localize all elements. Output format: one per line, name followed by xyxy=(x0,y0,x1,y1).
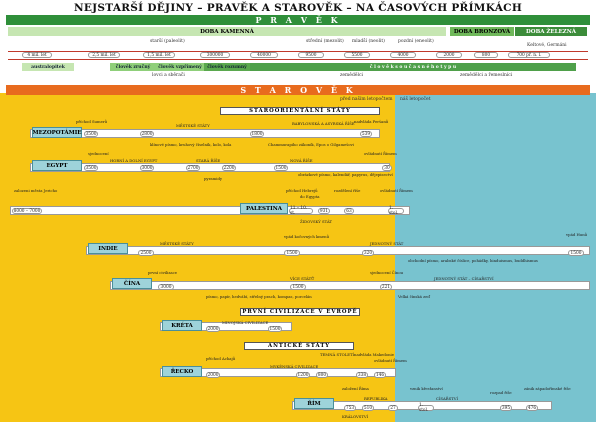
rec-mykenska: MYKÉNSKÁ CIVILIZACE xyxy=(270,364,319,369)
rim-vznik: vznik křesťanství xyxy=(410,386,443,391)
human-australopitek: australopitek xyxy=(22,63,74,71)
mez-v1: 3500 xyxy=(85,131,97,137)
ind-v2: 1500 xyxy=(284,250,300,256)
label-neolit: mladší (neolit) xyxy=(352,39,385,44)
ind-mestske: MĚSTSKÉ STÁTY xyxy=(160,241,194,246)
rec-v3: 800 xyxy=(317,372,327,378)
mez-babylonska: BABYLONSKÁ A ASYRSKÁ ŘÍŠE xyxy=(292,121,355,126)
pal-v1: 11 – 10. st. xyxy=(289,208,313,214)
time-1-5mil: 1,5 mil. let xyxy=(143,52,175,58)
ind-jednotny: JEDNOTNÝ STÁT xyxy=(370,241,404,246)
ind-v1: 2500 xyxy=(138,250,154,256)
rim-cisarstvi: CÍSAŘSTVÍ xyxy=(436,396,458,401)
mez-v2: 2800 xyxy=(141,131,153,137)
rec-temna: TEMNÁ STOLETÍ xyxy=(320,352,355,357)
egy-v2: 3000 xyxy=(141,165,153,171)
mez-timeline xyxy=(30,129,380,138)
rim-zanik: zánik západořímské říše xyxy=(524,386,571,391)
label-mezolit: střední (mezolit) xyxy=(306,39,344,44)
mez-note1: klínové písmo, kruhový číselník, kolo, kola xyxy=(150,142,232,147)
cin-prvni: první civilizace xyxy=(148,270,178,275)
mez-nadvlada: nadvláda Peršanů xyxy=(354,119,389,124)
ind-vpad2: vpád Hunů xyxy=(566,232,588,237)
egy-v5: 1500 xyxy=(275,165,287,171)
cin-sjednoceni: sjednocení Čínou xyxy=(370,270,404,275)
mez-v4: 539 xyxy=(361,131,371,137)
egy-zalozeni: zalozeni města Jericho xyxy=(14,188,58,193)
rim-v5: 395 xyxy=(501,405,511,411)
cin-v3: 221 xyxy=(381,284,391,290)
label-paleolit: starší (paleolit) xyxy=(150,39,185,44)
rim-v4: 1. stol. xyxy=(418,405,434,411)
mez-mestske: MĚSTSKÉ STÁTY xyxy=(176,123,210,128)
rec-ovladnuti: ovládnutí Římem xyxy=(374,358,407,363)
label-zemedelci-remeslnici: zemědělci a řemeslníci xyxy=(460,73,513,78)
egy-obrazove: obrázkové písmo, kalendář, papyrus, dějepisectví xyxy=(298,172,393,177)
egy-v6: 30 xyxy=(382,165,392,171)
time-4000: 4000 xyxy=(390,52,416,58)
egy-horni: HORNÍ A DOLNÍ EGYPT xyxy=(110,158,158,163)
rim-v6: 476 xyxy=(527,405,537,411)
ind-civilizace: obchodní písmo, arabské číslice, pohádky, hinduismus, buddhismus xyxy=(408,258,538,263)
cin-v1: 3000 xyxy=(158,284,174,290)
mez-note2: Chammurapiho zákoník, Epos o Gilgamešovi xyxy=(268,142,354,147)
mez-v3: 1800 xyxy=(251,131,263,137)
header-anticke: ANTICKÉ STÁTY xyxy=(244,342,354,350)
pal-zidovsky: ŽIDOVSKÝ STÁT xyxy=(300,219,333,224)
mez-prichod: příchod Sumerů xyxy=(76,119,108,124)
era-iron: DOBA ŽELEZNÁ xyxy=(515,27,587,36)
pal-ovladnuti: ovládnutí Římem xyxy=(380,188,413,193)
cin-v2: 1500 xyxy=(290,284,306,290)
label-eneolit: pozdní (eneolit) xyxy=(398,39,434,44)
rim-republika: REPUBLIKA xyxy=(364,396,388,401)
era-stone: DOBA KAMENNÁ xyxy=(8,27,446,36)
human-vzprimeny: člověk vzpřímený xyxy=(156,63,204,71)
label-pred-nl: před naším letopočtem xyxy=(340,97,393,102)
pal-zidu: do Egypta xyxy=(300,194,320,199)
egy-ovladnuti: ovládnutí Římem xyxy=(364,151,397,156)
header-prvni-civilizace: PRVNÍ CIVILIZACE V EVROPĚ xyxy=(240,308,360,316)
pal-v2: 931 xyxy=(319,208,329,214)
cin-note: písmo, papír, hedvábí, střelný prach, kompas, porcelán xyxy=(206,294,312,299)
time-40000: 40000 xyxy=(250,52,278,58)
rim-v2: 510 xyxy=(363,405,373,411)
cin-zed: Velká čínská zeď xyxy=(398,294,430,299)
civ-rim: ŘÍM xyxy=(294,398,334,409)
rim-v3: 27 xyxy=(388,405,398,411)
time-4mil: 4 mil. let xyxy=(22,52,52,58)
egy-nova: NOVÁ ŘÍŠE xyxy=(290,158,313,163)
time-800: 800 xyxy=(474,52,498,58)
kre-v2: 1500 xyxy=(269,326,281,332)
rim-rozpad: rozpad říše xyxy=(490,390,512,395)
egy-v4: 2200 xyxy=(223,165,235,171)
civ-indie: INDIE xyxy=(88,243,128,254)
label-lovci: lovci a sběrači xyxy=(152,73,185,78)
egy-sjednoceni: sjednocení xyxy=(88,151,109,156)
human-rozumny: člověk rozumný xyxy=(204,63,250,71)
pal-v3: 63 xyxy=(344,208,354,214)
civ-palestina: PALESTINA xyxy=(240,203,288,214)
rec-nadvlada: nadvláda Makedonie xyxy=(354,352,394,357)
starovek-bar: S T A R O V Ě K xyxy=(6,85,590,95)
cin-jednotny: JEDNOTNÝ STÁT – CÍSAŘSTVÍ xyxy=(434,276,494,281)
time-5500: 5500 xyxy=(344,52,370,58)
rim-kralovstvi: KRÁLOVSTVÍ xyxy=(342,414,369,419)
egy-pyramidy: pyramidy xyxy=(204,176,223,181)
rec-v4: 338 xyxy=(357,372,367,378)
rec-prichod: příchod Achajů xyxy=(206,356,236,361)
rec-v2: 1200 xyxy=(297,372,309,378)
rec-v1: 2000 xyxy=(207,372,219,378)
label-nas-letopocet: náš letopočet xyxy=(400,97,431,102)
civ-mezopotamie: MEZOPOTÁMIE xyxy=(32,127,82,138)
pal-rozdeleni: rozdělení říše xyxy=(334,188,361,193)
civ-kreta: KRÉTA xyxy=(162,320,202,331)
pal-v4: 1. stol. xyxy=(388,208,404,214)
civ-egypt: EGYPT xyxy=(32,160,82,171)
pravek-bar: P R A V Ě K xyxy=(6,15,590,25)
kre-minojska: MINOJSKÁ CIVILIZACE xyxy=(222,320,269,325)
label-zemedelci: zemědělci xyxy=(340,73,363,78)
label-keltove: Keltové, Germáni xyxy=(527,43,567,48)
civ-recko: ŘECKO xyxy=(162,366,202,377)
time-9500: 9500 xyxy=(298,52,324,58)
cin-vice: VÍCE STÁTŮ xyxy=(290,276,315,281)
egy-v7: 8000 – 7000 xyxy=(13,208,41,214)
egy-v3: 2700 xyxy=(187,165,199,171)
human-zrucny: člověk zručný xyxy=(110,63,156,71)
rim-v1: 753 xyxy=(345,405,355,411)
page-title: NEJSTARŠÍ DĚJINY – PRAVĚK A STAROVĚK – NA ČASOVÝCH PŘÍMKÁCH xyxy=(73,2,523,14)
ind-v4: 1500 xyxy=(568,250,584,256)
human-soucasny: č l o v ě k s o u č a s n é h o t y p u xyxy=(250,63,576,71)
egy-v1: 3500 xyxy=(85,165,97,171)
civ-cina: ČÍNA xyxy=(112,278,152,289)
rim-zalozeni: založení Říma xyxy=(342,386,369,391)
ind-vpad: vpád kočovných kmenů xyxy=(284,234,330,239)
header-staroorientalni: STAROORIENTÁLNÍ STÁTY xyxy=(220,107,380,115)
time-2-5mil: 2,5 mil. let xyxy=(88,52,120,58)
cin-timeline xyxy=(110,281,590,290)
time-300000: 300000 xyxy=(200,52,230,58)
rec-v5: 146 xyxy=(375,372,385,378)
ind-timeline xyxy=(86,246,590,255)
ind-v3: 320 xyxy=(363,250,373,256)
era-bronze: DOBA BRONZOVÁ xyxy=(450,27,514,36)
time-2000: 2000 xyxy=(436,52,462,58)
pal-prichod: příchod Hebrejů xyxy=(286,188,318,193)
egy-stara: STARÁ ŘÍŠE xyxy=(196,158,221,163)
time-700: 700 př. n. l. xyxy=(508,52,550,58)
kre-v1: 2000 xyxy=(207,326,219,332)
